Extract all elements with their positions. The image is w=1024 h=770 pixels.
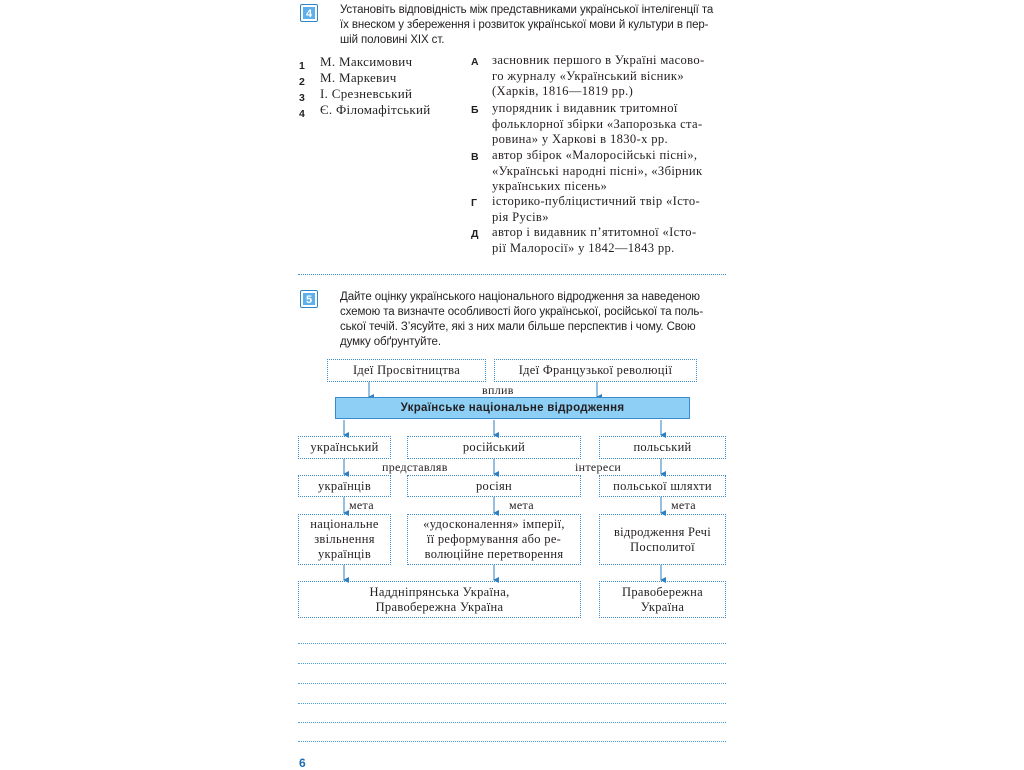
person-name: І. Срезневський [320,86,413,101]
task-5-instruction-line: Дайте оцінку українського національного відродження за наведеною [340,291,700,303]
goal-line: звільнення [314,532,375,546]
branch-box: російський [407,436,581,459]
option-line: упорядник і видавник тритомної [492,101,678,115]
group-box: росіян [407,475,581,497]
branch-box: польський [599,436,726,459]
person-name: М. Максимович [320,54,413,69]
task-5-instruction-line: ської течій. З’ясуйте, які з них мали більше перспектив і чому. Свою [340,321,696,333]
item-number: 2 [299,76,305,88]
answer-line[interactable] [298,663,726,664]
represents-label: представляв [382,460,448,474]
territory-box [298,581,581,618]
task-4-instruction-line: Установіть відповідність між представниками української інтелігенції та [340,4,714,16]
option-letter: Д [471,228,479,240]
goal-box [407,514,581,565]
goal-line: «удосконалення» імперії, [423,517,565,531]
goal-label: мета [671,498,696,512]
goal-line: її реформування або ре- [426,532,562,546]
territory-line: Україна [640,599,685,614]
goal-box [599,514,726,565]
territory-line: Правобережна [622,584,703,599]
goal-box [298,514,391,565]
territory-box [599,581,726,618]
answer-line[interactable] [298,643,726,644]
option-line: ровина» у Харкові в 1830-х рр. [492,132,669,147]
option-line: (Харків, 1816—1819 рр.) [492,84,634,99]
task-5-instruction-line: схемою та визначте особливості його української, російської та поль- [340,306,704,318]
item-number: 1 [299,60,305,72]
territory-line: Наддніпрянська Україна, [369,584,510,599]
option-line: го журналу «Український вісник» [492,68,684,83]
person-name: Є. Філомафітський [320,102,431,117]
option-line: «Українські народні пісні», «Збірник [492,163,703,178]
option-letter: Г [471,197,477,209]
goal-line: Посполитої [630,539,695,554]
task-5-number: 5 [303,293,315,305]
task-4-number: 4 [303,7,315,19]
influence-label: вплив [482,383,514,397]
group-box: українців [298,475,391,497]
answer-line[interactable] [298,741,726,742]
option-line: автор збірок «Малоросійські пісні», [492,148,698,162]
option-line: автор і видавник п’ятитомної «Істо- [492,225,697,239]
option-line: рії Малоросії» у 1842—1843 рр. [492,240,675,255]
option-line: засновник першого в Україні масово- [492,53,705,67]
option-line: рія Русів» [492,209,549,224]
answer-line[interactable] [298,722,726,723]
territory-line: Правобережна Україна [375,599,504,614]
branch-box: український [298,436,391,459]
item-number: 3 [299,92,305,104]
group-box: польської шляхти [599,475,726,497]
option-line: фольклорної збірки «Запорозька ста- [492,116,703,131]
main-box: Українське національне відродження [335,397,690,419]
option-line: українських пісень» [492,179,608,194]
interests-label: інтереси [575,460,622,474]
option-letter: В [471,151,479,163]
task-4-instruction-line: шій половині ХІХ ст. [340,34,445,46]
source-box: Ідеї Просвітництва [327,359,486,382]
item-number: 4 [299,108,305,120]
option-line: історико-публіцистичний твір «Істо- [492,194,701,208]
answer-line[interactable] [298,683,726,684]
task-5-instruction-line: думку обґрунтуйте. [340,336,441,348]
answer-line[interactable] [298,703,726,704]
task-4-instruction-line: їх внеском у збереження і розвиток української мови й культури в пер- [340,19,709,31]
person-name: М. Маркевич [320,70,397,85]
goal-line: українців [317,547,372,561]
goal-line: волюційне перетворення [424,547,564,561]
option-letter: Б [471,104,479,116]
page-number: 6 [299,756,306,770]
goal-line: відродження Речі [613,524,712,539]
goal-label: мета [509,498,534,512]
goal-label: мета [349,498,374,512]
source-box: Ідеї Французької революції [494,359,697,382]
goal-line: національне [310,517,379,531]
option-letter: А [471,56,479,68]
